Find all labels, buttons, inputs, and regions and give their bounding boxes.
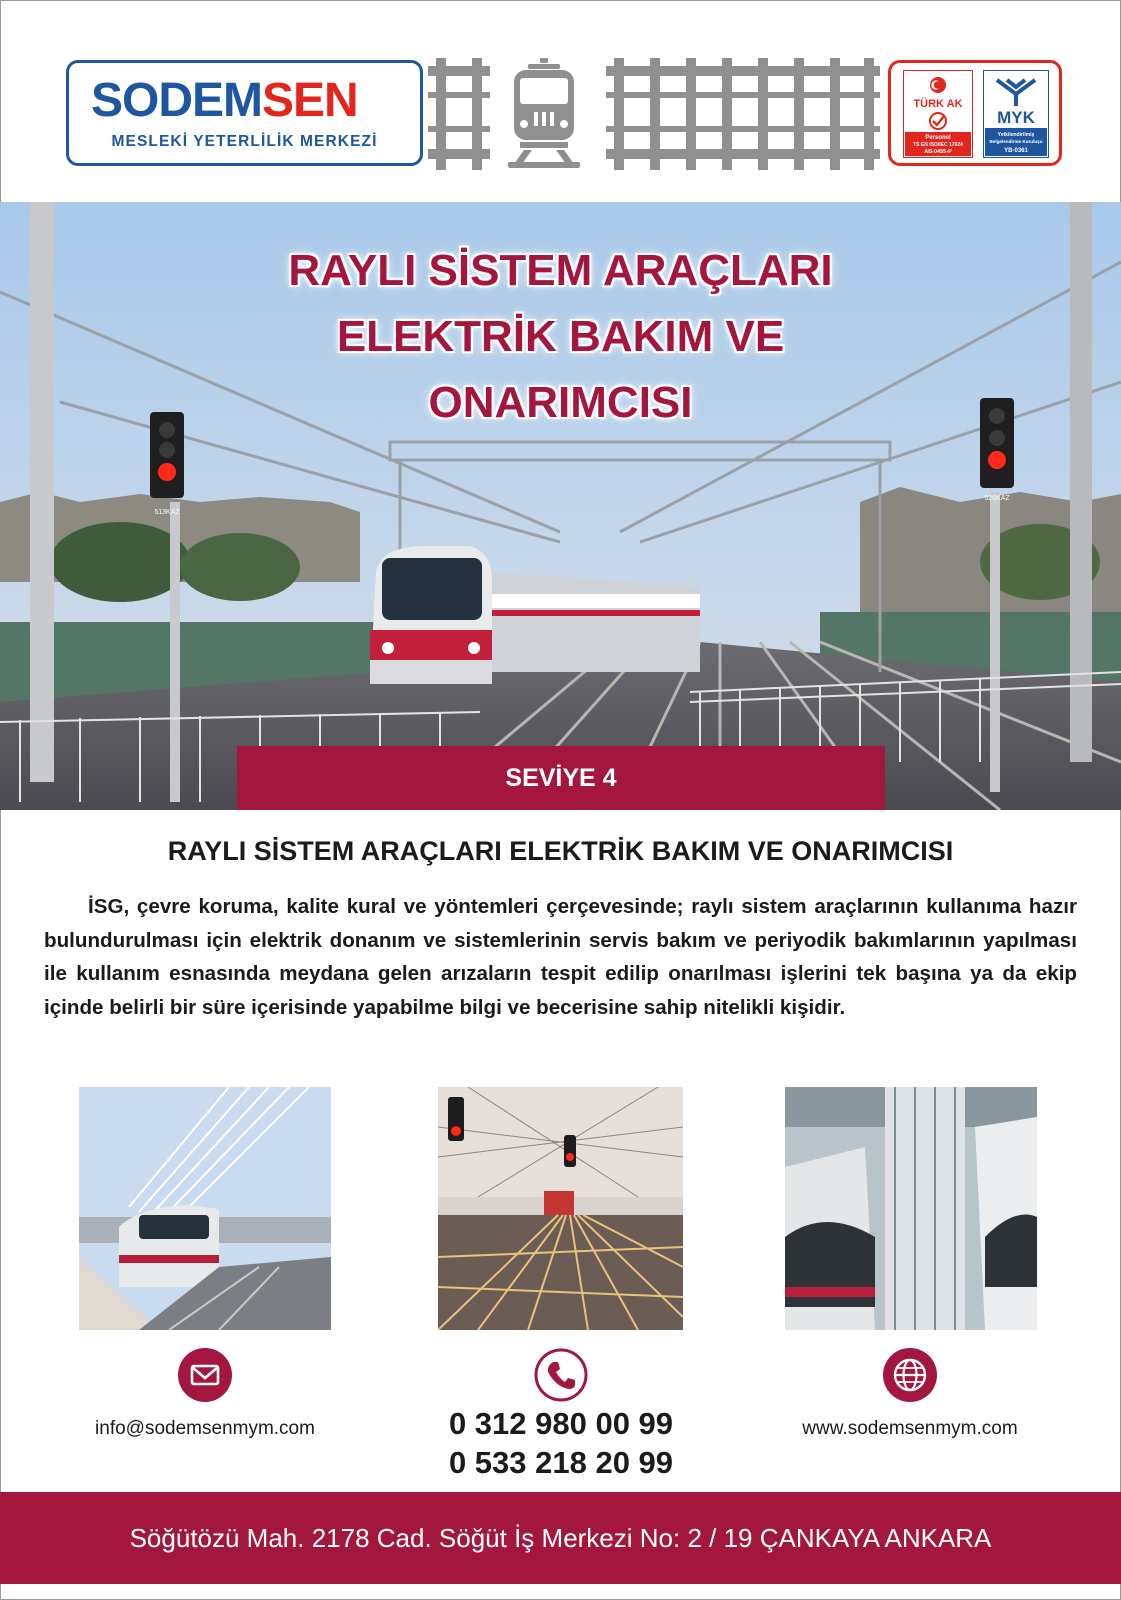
turkak-seal <box>903 70 973 158</box>
photo-metro-station <box>79 1087 331 1330</box>
rail-track-graphic <box>428 58 880 170</box>
turkak-name: TÜRK AK <box>913 98 963 110</box>
envelope-icon <box>178 1348 232 1402</box>
hero-title-line: ONARIMCISI <box>428 378 693 427</box>
turkak-line2: TS EN ISO/IEC 17024 <box>913 142 963 148</box>
turkak-line1: Personel <box>925 135 951 141</box>
contact-website[interactable]: www.sodemsenmym.com <box>802 1418 1018 1439</box>
logo-wordmark-part2: SEN <box>262 74 358 127</box>
footer-address: Söğütözü Mah. 2178 Cad. Söğüt İş Merkezi No: 2 / 19 ÇANKAYA ANKARA <box>0 1492 1121 1584</box>
phone-number[interactable]: 0 533 218 20 99 <box>448 1445 674 1480</box>
certification-badges <box>888 60 1062 166</box>
hero-title-line: ELEKTRİK BAKIM VE <box>336 312 785 361</box>
myk-name: MYK <box>997 108 1035 127</box>
photo-rail-yard <box>438 1087 683 1330</box>
logo-wordmark <box>91 75 358 127</box>
photo-train-depot <box>785 1087 1037 1330</box>
contact-phones <box>420 1404 702 1482</box>
logo-subtitle: MESLEKİ YETERLİLİK MERKEZİ <box>111 133 378 150</box>
globe-icon <box>883 1348 937 1402</box>
logo-wordmark-part1: SODEM <box>91 74 263 127</box>
sodemsen-logo <box>66 60 423 166</box>
description-paragraph: İSG, çevre koruma, kalite kural ve yöntemleri çerçevesinde; raylı sistem araçlarının kullanıma hazır bulundurulması için elektrik donanım ve sistemlerinin servis bakım ve periyodik bakımlarının yapılması ile kullanım esnasında meydana gelen arızaların tespit edilip onarılması işlerini tek başına ya da ekip içinde belirli bir süre içerisinde yapabilme bilgi ve becerisine sahip nitelikli kişidir. <box>44 895 1077 1019</box>
phone-icon <box>534 1348 588 1402</box>
myk-line3: YB-0361 <box>1004 148 1028 154</box>
myk-line2: Belgelendirme Kuruluşu <box>989 139 1043 144</box>
myk-seal <box>983 70 1049 158</box>
turkak-line3: AB-0455-P <box>924 149 952 155</box>
phone-number[interactable]: 0 312 980 00 99 <box>448 1406 674 1441</box>
signal-right-label: 526KAZ <box>984 495 1010 502</box>
section-title: RAYLI SİSTEM ARAÇLARI ELEKTRİK BAKIM VE ONARIMCISI <box>167 836 954 866</box>
hero-banner <box>0 202 1121 810</box>
contact-email[interactable]: info@sodemsenmym.com <box>95 1418 315 1439</box>
hero-title <box>0 238 1121 436</box>
myk-line1: Yetkilendirilmiş <box>997 132 1035 138</box>
level-badge: SEVİYE 4 <box>237 746 885 810</box>
train-icon <box>508 58 580 168</box>
hero-title-line: RAYLI SİSTEM ARAÇLARI <box>288 246 833 295</box>
signal-left-label: 513KAZ <box>154 509 180 516</box>
